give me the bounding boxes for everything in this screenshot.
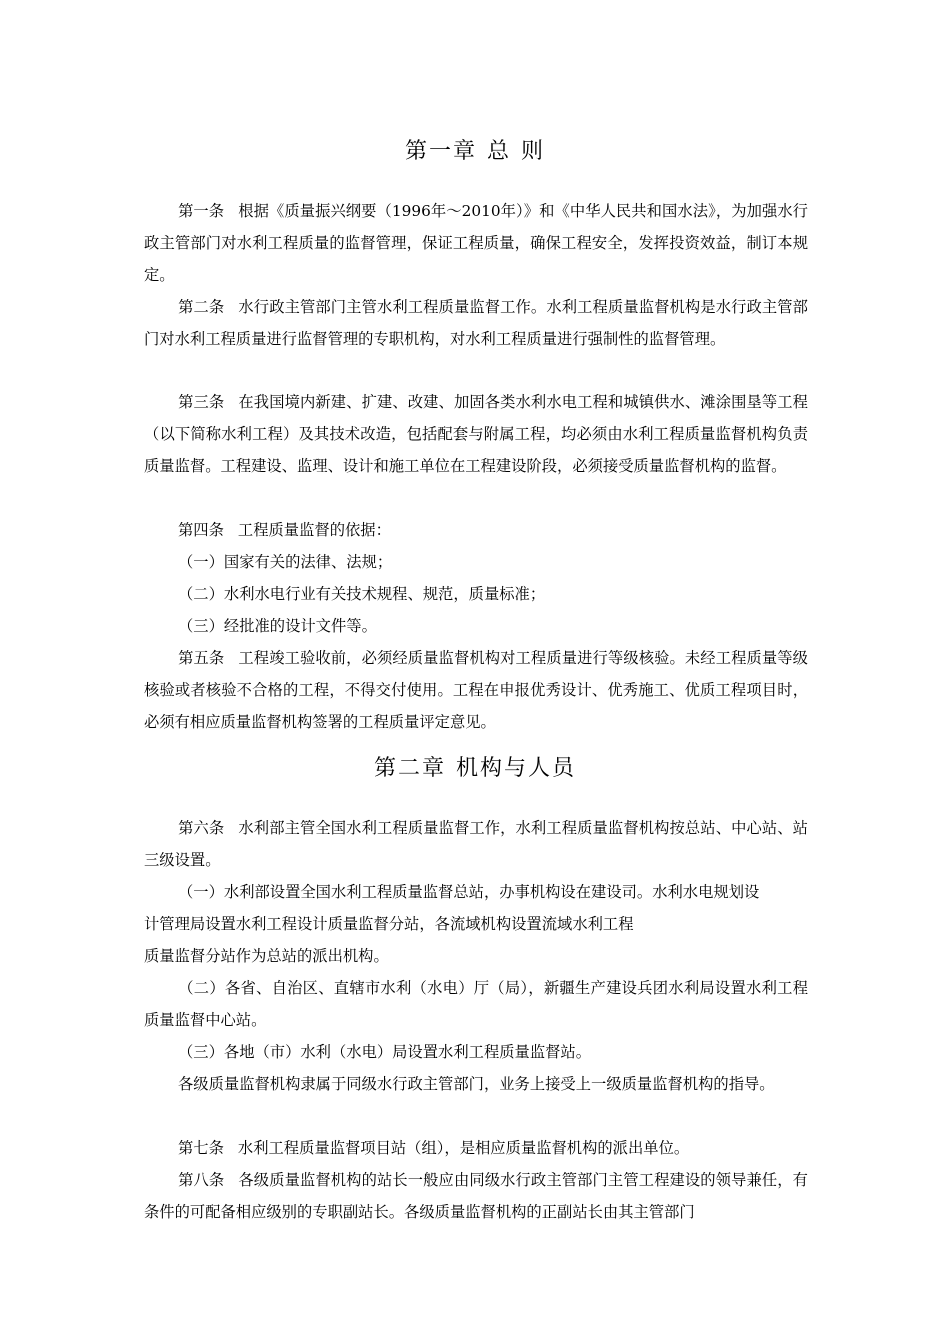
- article-6-item-2: [144, 972, 808, 1036]
- article-7-text: 水利工程质量监督项目站（组），是相应质量监督机构的派出单位。: [237, 1139, 690, 1157]
- article-6-item-1-line-2: [144, 908, 808, 940]
- article-6-item-1-line-1: [144, 876, 808, 908]
- article-4-item-2: [144, 578, 808, 610]
- article-4-text: 工程质量监督的依据：: [237, 521, 391, 539]
- article-4: [144, 514, 808, 546]
- article-6-text: 水利部主管全国水利工程质量监督工作，水利工程质量监督机构按总站、中心站、站三级设置。: [144, 819, 808, 869]
- chapter-2-title: 机构与人员: [456, 756, 577, 781]
- article-6: [144, 812, 808, 876]
- article-4-item-1: [144, 546, 808, 578]
- article-2-label: 第二条: [178, 298, 225, 316]
- article-4-item-3-text: （三）经批准的设计文件等。: [178, 617, 377, 635]
- chapter-1-number: 第一章: [404, 139, 477, 164]
- chapter-2-number: 第二章: [373, 756, 446, 781]
- article-5: [144, 642, 808, 738]
- article-6-note: [144, 1068, 808, 1100]
- chapter-1-title-part2: 则: [521, 139, 546, 164]
- article-6-item-3-text: （三）各地（市）水利（水电）局设置水利工程质量监督站。: [178, 1043, 592, 1061]
- article-2-text: 水行政主管部门主管水利工程质量监督工作。水利工程质量监督机构是水行政主管部门对水利工程质量进行监督管理的专职机构，对水利工程质量进行强制性的监督管理。: [144, 298, 808, 348]
- article-6-item-3: [144, 1036, 808, 1068]
- article-6-item-1-text-3: 质量监督分站作为总站的派出机构。: [144, 947, 389, 965]
- article-4-item-2-text: （二）水利水电行业有关技术规程、规范，质量标准；: [178, 585, 546, 603]
- article-6-item-1-line-3: [144, 940, 808, 972]
- article-8: [144, 1164, 808, 1228]
- article-3: [144, 386, 808, 482]
- article-1-label: 第一条: [178, 202, 225, 220]
- article-3-label: 第三条: [178, 393, 225, 411]
- chapter-2-heading: [0, 751, 950, 782]
- article-6-label: 第六条: [178, 819, 225, 837]
- article-4-label: 第四条: [178, 521, 224, 539]
- article-4-item-1-text: （一）国家有关的法律、法规；: [178, 553, 393, 571]
- article-1-text: 根据《质量振兴纲要（1996年～2010年）》和《中华人民共和国水法》，为加强水行政主管部门对水利工程质量的监督管理，保证工程质量，确保工程安全，发挥投资效益，制订本规定。: [144, 202, 808, 284]
- article-4-item-3: [144, 610, 808, 642]
- article-8-text: 各级质量监督机构的站长一般应由同级水行政主管部门主管工程建设的领导兼任，有条件的可配备相应级别的专职副站长。各级质量监督机构的正副站长由其主管部门: [144, 1171, 808, 1221]
- chapter-1-title-part1: 总: [486, 139, 511, 164]
- article-6-item-2-text: （二）各省、自治区、直辖市水利（水电）厅（局），新疆生产建设兵团水利局设置水利工程质量监督中心站。: [144, 979, 808, 1029]
- article-8-label: 第八条: [178, 1171, 225, 1189]
- article-2: [144, 291, 808, 355]
- article-7: [144, 1132, 808, 1164]
- article-6-item-1-text-1: （一）水利部设置全国水利工程质量监督总站，办事机构设在建设司。水利水电规划设: [178, 883, 760, 901]
- article-6-item-1-text-2: 计管理局设置水利工程设计质量监督分站，各流域机构设置流域水利工程: [144, 915, 634, 933]
- article-5-text: 工程竣工验收前，必须经质量监督机构对工程质量进行等级核验。未经工程质量等级核验或者核验不合格的工程，不得交付使用。工程在申报优秀设计、优秀施工、优质工程项目时，必须有相应质量监督机构签署的工程质量评定意见。: [144, 649, 808, 731]
- article-7-label: 第七条: [178, 1139, 224, 1157]
- article-5-label: 第五条: [178, 649, 225, 667]
- chapter-1-heading: [0, 134, 950, 165]
- article-3-text: 在我国境内新建、扩建、改建、加固各类水利水电工程和城镇供水、滩涂围垦等工程（以下简称水利工程）及其技术改造，包括配套与附属工程，均必须由水利工程质量监督机构负责质量监督。工程建设、监理、设计和施工单位在工程建设阶段，必须接受质量监督机构的监督。: [144, 393, 808, 475]
- article-1: [144, 195, 808, 291]
- article-6-note-text: 各级质量监督机构隶属于同级水行政主管部门，业务上接受上一级质量监督机构的指导。: [178, 1075, 775, 1093]
